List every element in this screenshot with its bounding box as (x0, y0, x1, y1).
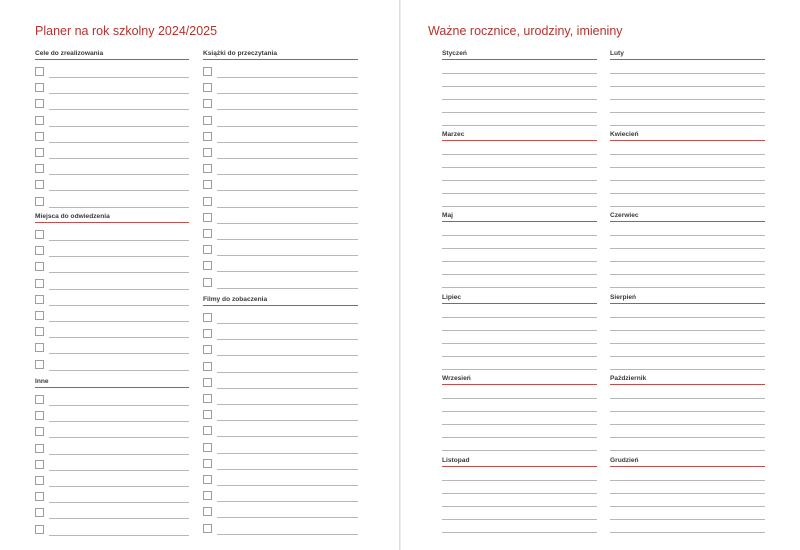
checkbox[interactable] (203, 345, 212, 354)
write-line[interactable] (217, 190, 358, 191)
month-rule (442, 221, 597, 222)
checkbox[interactable] (203, 524, 212, 533)
write-line[interactable] (49, 174, 189, 175)
write-line[interactable] (610, 437, 765, 438)
checklist-row (35, 444, 189, 460)
write-line[interactable] (610, 330, 765, 331)
month-rule (442, 140, 597, 141)
checklist-row (35, 343, 189, 359)
write-line[interactable] (442, 437, 597, 438)
write-line[interactable] (49, 289, 189, 290)
section-heading: Filmy do zobaczenia (203, 296, 268, 303)
write-line[interactable] (217, 517, 358, 518)
checklist-row (35, 180, 189, 196)
write-line[interactable] (610, 125, 765, 126)
write-line[interactable] (217, 485, 358, 486)
checklist-row (35, 411, 189, 427)
write-line[interactable] (49, 518, 189, 519)
write-line[interactable] (217, 142, 358, 143)
write-line[interactable] (442, 398, 597, 399)
month-heading: Październik (610, 375, 647, 382)
checklist-row (203, 459, 358, 475)
checklist-row (35, 327, 189, 343)
checklist-row (35, 460, 189, 476)
checkbox[interactable] (203, 180, 212, 189)
checkbox[interactable] (35, 460, 44, 469)
checklist-row (35, 99, 189, 115)
anniversaries-title: Ważne rocznice, urodziny, imieniny (428, 24, 623, 38)
checkbox[interactable] (35, 411, 44, 420)
write-line[interactable] (442, 506, 597, 507)
checkbox[interactable] (203, 491, 212, 500)
write-line[interactable] (49, 256, 189, 257)
checkbox[interactable] (203, 426, 212, 435)
checkbox[interactable] (35, 230, 44, 239)
checkbox[interactable] (35, 476, 44, 485)
checklist-row (203, 410, 358, 426)
checkbox[interactable] (35, 132, 44, 141)
write-line[interactable] (442, 73, 597, 74)
month-heading: Wrzesień (442, 375, 471, 382)
write-line[interactable] (217, 420, 358, 421)
checkbox[interactable] (35, 279, 44, 288)
checklist-row (203, 362, 358, 378)
month-heading: Kwiecień (610, 131, 639, 138)
checkbox[interactable] (35, 197, 44, 206)
month-rule (442, 466, 597, 467)
write-line[interactable] (49, 421, 189, 422)
checkbox[interactable] (203, 164, 212, 173)
write-line[interactable] (442, 86, 597, 87)
write-line[interactable] (610, 369, 765, 370)
checklist-row (203, 475, 358, 491)
write-line[interactable] (49, 486, 189, 487)
write-line[interactable] (217, 323, 358, 324)
checklist-row (203, 229, 358, 245)
write-line[interactable] (217, 93, 358, 94)
write-line[interactable] (442, 206, 597, 207)
checklist-row (203, 313, 358, 329)
write-line[interactable] (217, 388, 358, 389)
checkbox[interactable] (203, 83, 212, 92)
write-line[interactable] (217, 126, 358, 127)
write-line[interactable] (442, 317, 597, 318)
checkbox[interactable] (203, 459, 212, 468)
checklist-row (203, 426, 358, 442)
write-line[interactable] (49, 158, 189, 159)
checkbox[interactable] (203, 245, 212, 254)
write-line[interactable] (610, 206, 765, 207)
write-line[interactable] (217, 174, 358, 175)
checkbox[interactable] (35, 508, 44, 517)
checklist-row (35, 197, 189, 213)
checklist-row (35, 132, 189, 148)
write-line[interactable] (442, 519, 597, 520)
month-heading: Styczeń (442, 50, 467, 57)
checklist-row (203, 99, 358, 115)
checklist-row (203, 443, 358, 459)
write-line[interactable] (217, 501, 358, 502)
write-line[interactable] (49, 272, 189, 273)
checklist-row (203, 213, 358, 229)
checklist-row (35, 246, 189, 262)
checkbox[interactable] (203, 116, 212, 125)
checklist-row (35, 148, 189, 164)
checkbox[interactable] (203, 213, 212, 222)
write-line[interactable] (442, 369, 597, 370)
month-rule (610, 140, 765, 141)
month-heading: Czerwiec (610, 212, 639, 219)
write-line[interactable] (442, 180, 597, 181)
write-line[interactable] (49, 190, 189, 191)
write-line[interactable] (610, 398, 765, 399)
checkbox[interactable] (35, 180, 44, 189)
right-page (401, 0, 800, 550)
checklist-row (35, 395, 189, 411)
checkbox[interactable] (203, 378, 212, 387)
write-line[interactable] (610, 99, 765, 100)
section-heading: Cele do zrealizowania (35, 50, 104, 57)
checkbox[interactable] (203, 197, 212, 206)
checkbox[interactable] (203, 394, 212, 403)
write-line[interactable] (442, 287, 597, 288)
checklist-row (203, 245, 358, 261)
checklist-row (35, 67, 189, 83)
write-line[interactable] (49, 321, 189, 322)
month-rule (610, 221, 765, 222)
checklist-row (203, 394, 358, 410)
checklist-row (203, 67, 358, 83)
checkbox[interactable] (35, 395, 44, 404)
month-rule (610, 303, 765, 304)
write-line[interactable] (610, 411, 765, 412)
write-line[interactable] (49, 405, 189, 406)
checklist-row (35, 476, 189, 492)
planner-title: Planer na rok szkolny 2024/2025 (35, 24, 218, 38)
checklist-row (35, 525, 189, 541)
checkbox[interactable] (35, 525, 44, 534)
month-heading: Lipiec (442, 294, 462, 301)
month-rule (610, 466, 765, 467)
checklist-row (35, 492, 189, 508)
checklist-row (35, 508, 189, 524)
write-line[interactable] (610, 261, 765, 262)
write-line[interactable] (217, 372, 358, 373)
checkbox[interactable] (35, 262, 44, 271)
write-line[interactable] (610, 450, 765, 451)
write-line[interactable] (610, 356, 765, 357)
checklist-row (35, 83, 189, 99)
section-rule (203, 305, 358, 306)
write-line[interactable] (442, 424, 597, 425)
checkbox[interactable] (203, 278, 212, 287)
section-heading: Książki do przeczytania (203, 50, 278, 57)
write-line[interactable] (217, 469, 358, 470)
write-line[interactable] (610, 180, 765, 181)
month-heading: Maj (442, 212, 453, 219)
section-rule (203, 59, 358, 60)
write-line[interactable] (49, 305, 189, 306)
write-line[interactable] (217, 436, 358, 437)
checkbox[interactable] (203, 475, 212, 484)
write-line[interactable] (442, 248, 597, 249)
write-line[interactable] (610, 86, 765, 87)
write-line[interactable] (442, 193, 597, 194)
checkbox[interactable] (35, 360, 44, 369)
checklist-row (203, 180, 358, 196)
checkbox[interactable] (203, 507, 212, 516)
checklist-row (203, 197, 358, 213)
write-line[interactable] (217, 255, 358, 256)
left-page (0, 0, 399, 550)
checklist-row (203, 116, 358, 132)
write-line[interactable] (217, 288, 358, 289)
section-rule (35, 222, 189, 223)
write-line[interactable] (49, 535, 189, 536)
checklist-row (35, 164, 189, 180)
write-line[interactable] (49, 337, 189, 338)
write-line[interactable] (217, 223, 358, 224)
checkbox[interactable] (203, 99, 212, 108)
write-line[interactable] (610, 248, 765, 249)
checklist-row (35, 279, 189, 295)
write-line[interactable] (442, 356, 597, 357)
write-line[interactable] (610, 493, 765, 494)
write-line[interactable] (610, 193, 765, 194)
checklist-row (203, 329, 358, 345)
write-line[interactable] (217, 158, 358, 159)
write-line[interactable] (610, 112, 765, 113)
month-rule (442, 59, 597, 60)
month-rule (442, 384, 597, 385)
write-line[interactable] (49, 109, 189, 110)
checklist-row (203, 83, 358, 99)
write-line[interactable] (442, 480, 597, 481)
checkbox[interactable] (35, 116, 44, 125)
month-rule (610, 384, 765, 385)
write-line[interactable] (49, 93, 189, 94)
month-heading: Luty (610, 50, 624, 57)
write-line[interactable] (217, 207, 358, 208)
write-line[interactable] (217, 404, 358, 405)
write-line[interactable] (217, 109, 358, 110)
section-rule (35, 59, 189, 60)
checkbox[interactable] (35, 67, 44, 76)
write-line[interactable] (217, 271, 358, 272)
write-line[interactable] (442, 274, 597, 275)
month-rule (610, 59, 765, 60)
write-line[interactable] (442, 235, 597, 236)
checkbox[interactable] (203, 329, 212, 338)
write-line[interactable] (217, 239, 358, 240)
checklist-row (203, 278, 358, 294)
checkbox[interactable] (203, 313, 212, 322)
checklist-row (35, 230, 189, 246)
write-line[interactable] (610, 154, 765, 155)
write-line[interactable] (442, 154, 597, 155)
write-line[interactable] (217, 534, 358, 535)
write-line[interactable] (442, 493, 597, 494)
write-line[interactable] (49, 77, 189, 78)
write-line[interactable] (49, 502, 189, 503)
write-line[interactable] (442, 112, 597, 113)
checklist-row (203, 524, 358, 540)
checkbox[interactable] (35, 427, 44, 436)
checklist-row (35, 311, 189, 327)
write-line[interactable] (217, 339, 358, 340)
checkbox[interactable] (35, 148, 44, 157)
checkbox[interactable] (35, 295, 44, 304)
checkbox[interactable] (35, 444, 44, 453)
checkbox[interactable] (203, 410, 212, 419)
checklist-row (203, 345, 358, 361)
section-heading: Inne (35, 378, 49, 385)
section-rule (35, 387, 189, 388)
write-line[interactable] (442, 532, 597, 533)
write-line[interactable] (610, 235, 765, 236)
write-line[interactable] (49, 454, 189, 455)
write-line[interactable] (49, 142, 189, 143)
checkbox[interactable] (203, 132, 212, 141)
checklist-row (203, 261, 358, 277)
write-line[interactable] (442, 261, 597, 262)
checkbox[interactable] (35, 343, 44, 352)
checkbox[interactable] (35, 246, 44, 255)
checklist-row (35, 262, 189, 278)
write-line[interactable] (610, 343, 765, 344)
write-line[interactable] (610, 73, 765, 74)
write-line[interactable] (49, 240, 189, 241)
checkbox[interactable] (203, 362, 212, 371)
write-line[interactable] (442, 343, 597, 344)
write-line[interactable] (610, 424, 765, 425)
write-line[interactable] (217, 355, 358, 356)
checkbox[interactable] (35, 83, 44, 92)
month-rule (442, 303, 597, 304)
month-heading: Marzec (442, 131, 465, 138)
month-heading: Sierpień (610, 294, 637, 301)
checklist-row (203, 378, 358, 394)
write-line[interactable] (442, 167, 597, 168)
checklist-row (35, 116, 189, 132)
checklist-row (203, 491, 358, 507)
write-line[interactable] (610, 506, 765, 507)
checkbox[interactable] (203, 443, 212, 452)
checklist-row (203, 148, 358, 164)
write-line[interactable] (610, 480, 765, 481)
write-line[interactable] (49, 470, 189, 471)
checkbox[interactable] (203, 148, 212, 157)
write-line[interactable] (49, 353, 189, 354)
checklist-row (203, 132, 358, 148)
write-line[interactable] (442, 411, 597, 412)
month-heading: Grudzień (610, 457, 639, 464)
write-line[interactable] (49, 437, 189, 438)
checklist-row (203, 507, 358, 523)
write-line[interactable] (217, 77, 358, 78)
checkbox[interactable] (203, 229, 212, 238)
write-line[interactable] (610, 519, 765, 520)
checkbox[interactable] (35, 492, 44, 501)
write-line[interactable] (442, 125, 597, 126)
checkbox[interactable] (203, 261, 212, 270)
write-line[interactable] (610, 274, 765, 275)
write-line[interactable] (49, 370, 189, 371)
checklist-row (35, 360, 189, 376)
section-heading: Miejsca do odwiedzenia (35, 213, 110, 220)
checklist-row (35, 295, 189, 311)
write-line[interactable] (49, 207, 189, 208)
checklist-row (203, 164, 358, 180)
write-line[interactable] (442, 450, 597, 451)
checkbox[interactable] (35, 99, 44, 108)
write-line[interactable] (610, 317, 765, 318)
checkbox[interactable] (35, 164, 44, 173)
checklist-row (35, 427, 189, 443)
write-line[interactable] (442, 99, 597, 100)
write-line[interactable] (610, 167, 765, 168)
write-line[interactable] (610, 287, 765, 288)
write-line[interactable] (610, 532, 765, 533)
checkbox[interactable] (35, 327, 44, 336)
write-line[interactable] (217, 453, 358, 454)
write-line[interactable] (49, 126, 189, 127)
write-line[interactable] (442, 330, 597, 331)
checkbox[interactable] (203, 67, 212, 76)
month-heading: Listopad (442, 457, 470, 464)
checkbox[interactable] (35, 311, 44, 320)
